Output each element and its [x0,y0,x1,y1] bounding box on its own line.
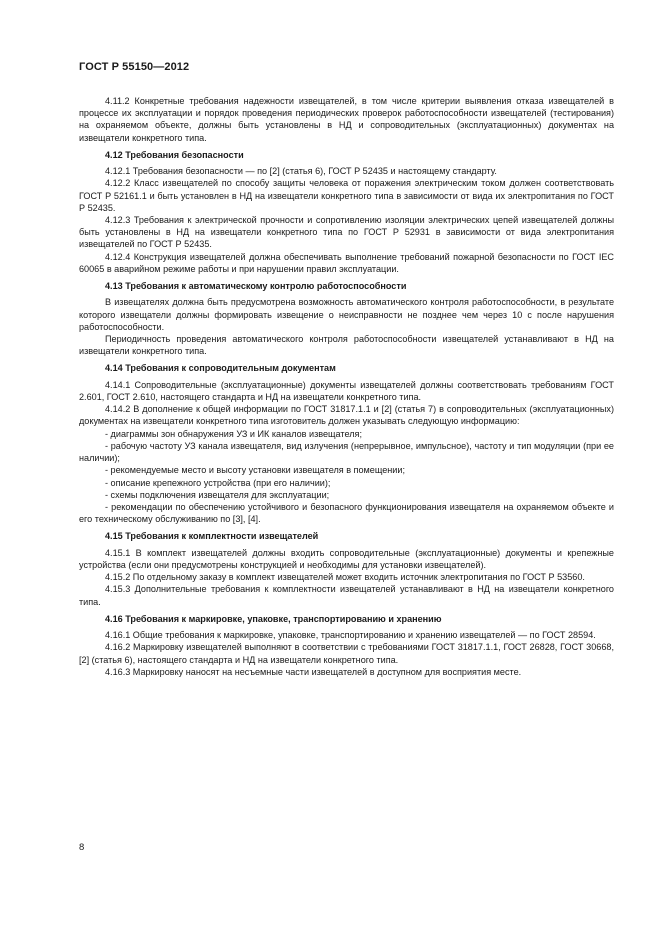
section-heading-4-16: 4.16 Требования к маркировке, упаковке, транспортированию и хранению [105,613,442,624]
paragraph-4-15-2: 4.15.2 По отдельному заказу в комплект извещателей может входить источник электропитания по ГОСТ Р 53560. [105,572,585,583]
paragraph-4-15-3: 4.15.3 Дополнительные требования к комплектности извещателей устанавливают в НД на извещатели конкретного типа. [79,584,614,607]
list-item: - рекомендации по обеспечению устойчивого и безопасного функционирования извещателя на охраняемом объекте и его техническому обслуживанию по [3], [4]. [79,501,614,525]
paragraph-4-12-1: 4.12.1 Требования безопасности — по [2] (статья 6), ГОСТ Р 52435 и настоящему стандарту. [105,166,497,177]
paragraph-4-16-1: 4.16.1 Общие требования к маркировке, упаковке, транспортированию и хранению извещателей — по ГОСТ 28594. [105,630,596,641]
page-number: 8 [79,842,85,853]
paragraph-4-12-4: 4.12.4 Конструкция извещателей должна обеспечивать выполнение требований пожарной безопасности по ГОСТ IEC 60065 в аварийном режиме работы и при нарушении правил эксплуатации. [79,251,614,274]
list-item: - схемы подключения извещателя для эксплуатации; [105,489,330,500]
paragraph-4-12-3: 4.12.3 Требования к электрической прочности и сопротивлению изоляции электрических цепей извещателей должны быть установлены в НД на извещатели конкретного типа по ГОСТ Р 52931 в зависимости от вида электропитания извещателей по ГОСТ Р 52435. [79,215,614,250]
paragraph-4-13-a: В извещателях должна быть предусмотрена возможность автоматического контроля работоспособности, в результате которого извещатели должны формировать извещение о неисправности не позднее чем через 10 с после нарушения работоспособности. [79,297,614,332]
section-heading-4-14: 4.14 Требования к сопроводительным документам [105,363,336,374]
list-item: - диаграммы зон обнаружения УЗ и ИК каналов извещателя; [105,428,362,439]
list-item: - описание крепежного устройства (при его наличии); [105,477,331,488]
document-body [79,95,614,678]
paragraph-4-15-1: 4.15.1 В комплект извещателей должны входить сопроводительные (эксплуатационные) документы и крепежные устройства (если они предусмотрены конструкцией и необходимы для установки извещателей). [79,547,614,570]
list-item: - рекомендуемые место и высоту установки извещателя в помещении; [105,465,405,476]
paragraph-4-12-2: 4.12.2 Класс извещателей по способу защиты человека от поражения электрическим током должен соответствовать ГОСТ Р 52161.1 и быть установлен в НД на извещатели конкретного типа в зависимости от вида их электропитания по ГОСТ Р 52435. [79,178,614,213]
standard-header: ГОСТ Р 55150—2012 [79,61,190,73]
list-item: - рабочую частоту УЗ канала извещателя, вид излучения (непрерывное, импульсное), частоту и тип модуляции (при ее наличии); [79,440,614,464]
paragraph-4-16-2: 4.16.2 Маркировку извещателей выполняют в соответствии с требованиями ГОСТ 31817.1.1, ГОСТ 26828, ГОСТ 30668, [2] (статья 6), настоящего стандарта и НД на извещатели конкретного типа. [79,642,614,665]
paragraph-4-14-1: 4.14.1 Сопроводительные (эксплуатационные) документы извещателей должны соответствовать требованиям ГОСТ 2.601, ГОСТ 2.610, настоящего стандарта и НД на извещатели конкретного типа. [79,379,614,403]
section-heading-4-12: 4.12 Требования безопасности [105,149,244,160]
paragraph-4-13-b: Периодичность проведения автоматического контроля работоспособности извещателей устанавливают в НД на извещатели конкретного типа. [79,334,614,357]
paragraph-4-11-2: 4.11.2 Конкретные требования надежности извещателей, в том числе критерии выявления отказа извещателей в процессе их эксплуатации и порядок проведения периодических проверок работоспособности извещателей (тестирования) на охраняемом объекте, должны быть установлены в НД и сопроводительных (эксплуатационных) документах на извещатели конкретного типа. [79,96,614,143]
paragraph-4-14-2: 4.14.2 В дополнение к общей информации по ГОСТ 31817.1.1 и [2] (статья 7) в сопроводительных (эксплуатационных) документах на извещатели конкретного типа изготовитель должен указывать следующую информацию: [79,404,614,427]
section-heading-4-13: 4.13 Требования к автоматическому контролю работоспособности [105,281,407,292]
paragraph-4-16-3: 4.16.3 Маркировку наносят на несъемные части извещателей в доступном для восприятия месте. [105,666,522,677]
section-heading-4-15: 4.15 Требования к комплектности извещателей [105,531,319,542]
